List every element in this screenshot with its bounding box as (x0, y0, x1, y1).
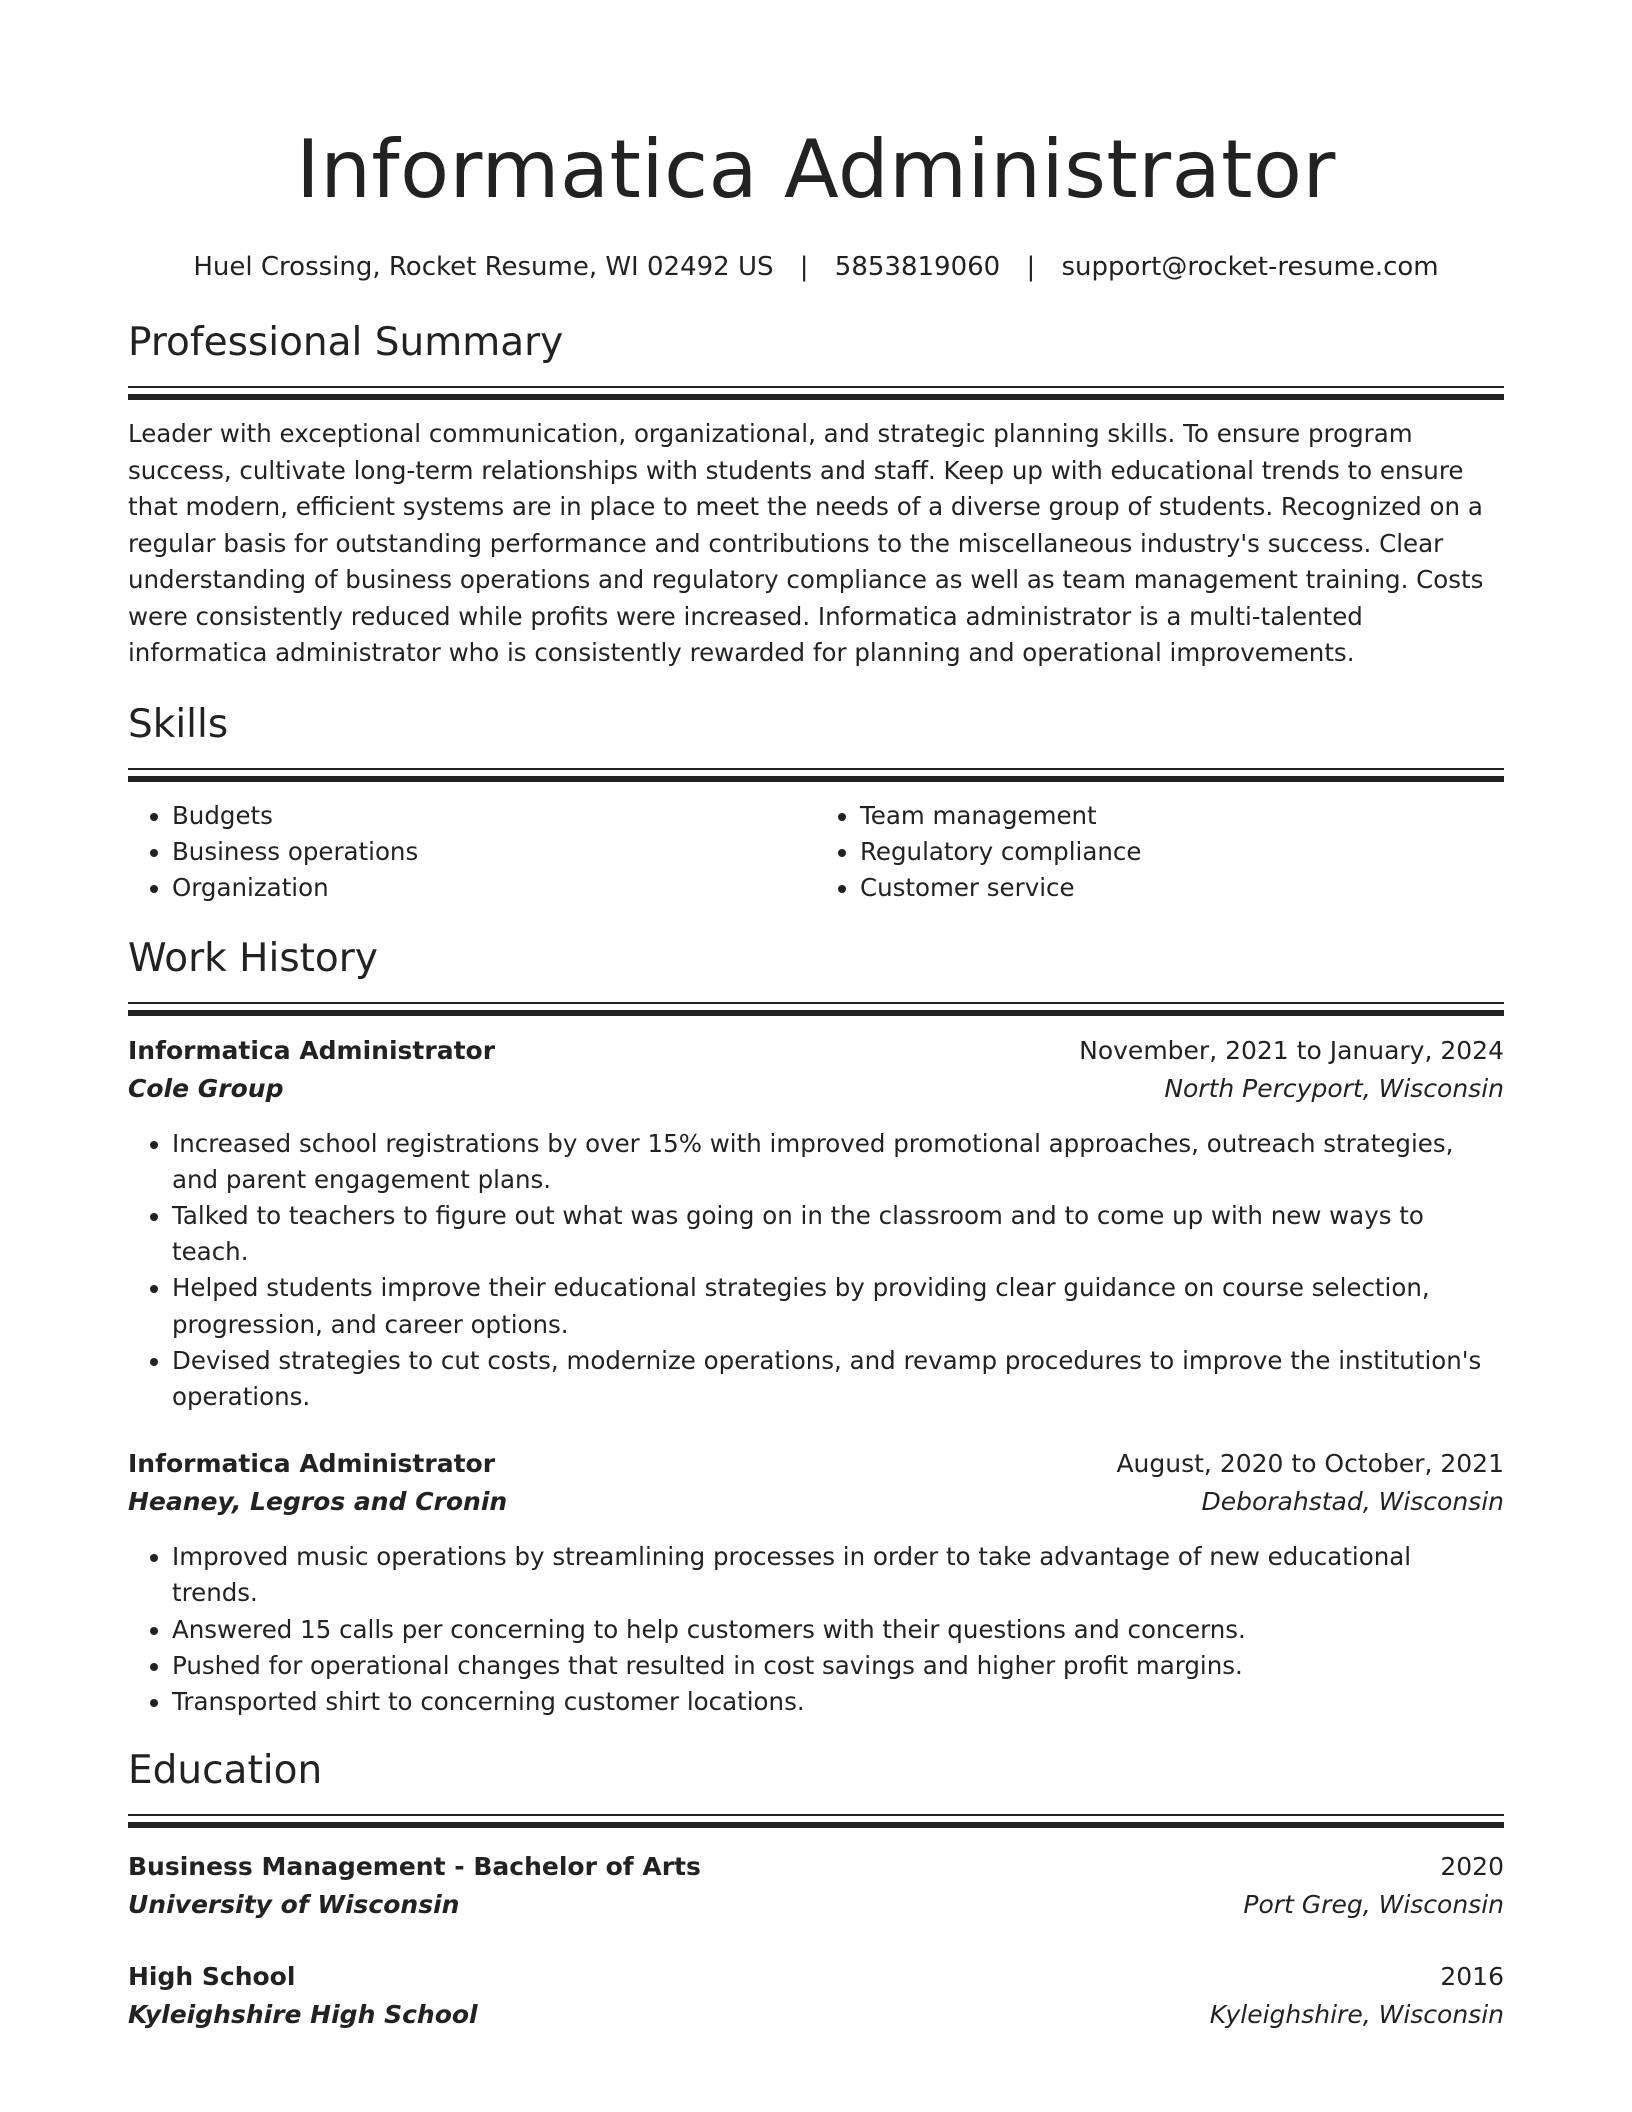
contact-address: Huel Crossing, Rocket Resume, WI 02492 US (193, 252, 774, 282)
job-bullet: • Answered 15 calls per concerning to help customers with their questions and concerns. (172, 1612, 1504, 1648)
job-title: Informatica Administrator (128, 1449, 496, 1479)
job-bullet: • Pushed for operational changes that resulted in cost savings and higher profit margins. (172, 1648, 1504, 1684)
education-degree: Business Management - Bachelor of Arts (128, 1852, 701, 1882)
education-school-row (128, 1886, 1504, 1924)
skill-item: • Regulatory compliance (860, 834, 1504, 870)
contact-line (128, 250, 1504, 284)
skills-column-right (816, 798, 1504, 906)
job-bullets (128, 1126, 1504, 1416)
skills-grid (128, 798, 1504, 906)
job-header-row (128, 1032, 1504, 1070)
job-bullet: • Transported shirt to concerning customer locations. (172, 1684, 1504, 1720)
job-header-row (128, 1445, 1504, 1483)
summary-heading: Professional Summary (128, 320, 564, 365)
education-school-row (128, 1996, 1504, 2034)
job-location: Deborahstad, Wisconsin (1201, 1487, 1504, 1517)
job-title: Informatica Administrator (128, 1035, 496, 1065)
job-bullet: • Talked to teachers to figure out what was going on in the classroom and to come up with new ways to teach. (172, 1198, 1504, 1270)
job-company-row (128, 1483, 1504, 1521)
education-year: 2020 (1440, 1852, 1504, 1882)
resume-name: Informatica Administrator (296, 123, 1336, 216)
skill-item: • Budgets (172, 798, 816, 834)
education-school: Kyleighshire High School (128, 2000, 478, 2030)
section-divider (128, 1814, 1504, 1828)
job-dates: August, 2020 to October, 2021 (1116, 1449, 1504, 1479)
skills-heading: Skills (128, 701, 229, 747)
skill-item: • Customer service (860, 870, 1504, 906)
job-location: North Percyport, Wisconsin (1164, 1073, 1504, 1103)
education-section (128, 1746, 1504, 2034)
skill-item: • Business operations (172, 834, 816, 870)
work-history-heading: Work History (128, 935, 378, 981)
section-divider (128, 386, 1504, 400)
education-header-row (128, 1848, 1504, 1886)
summary-section (128, 318, 1504, 672)
job-entry (128, 1032, 1504, 1416)
education-school: University of Wisconsin (128, 1890, 460, 1920)
education-header-row (128, 1958, 1504, 1996)
job-company: Cole Group (128, 1073, 284, 1103)
job-company-row (128, 1070, 1504, 1108)
job-bullets (128, 1539, 1504, 1720)
contact-email: support@rocket-resume.com (1061, 252, 1439, 282)
job-bullet: • Improved music operations by streamlining processes in order to take advantage of new educational trends. (172, 1539, 1504, 1611)
skills-column-left (128, 798, 816, 906)
skill-item: • Team management (860, 798, 1504, 834)
skills-section (128, 700, 1504, 906)
contact-separator: | (1026, 252, 1036, 282)
work-history-section (128, 934, 1504, 1721)
skill-item: • Organization (172, 870, 816, 906)
section-divider (128, 768, 1504, 782)
section-divider (128, 1002, 1504, 1016)
education-year: 2016 (1440, 1962, 1504, 1992)
education-heading: Education (128, 1748, 323, 1794)
job-company: Heaney, Legros and Cronin (128, 1487, 508, 1517)
job-bullet: • Increased school registrations by over 15% with improved promotional approaches, outreach strategies, and parent engagement plans. (172, 1126, 1504, 1198)
job-dates: November, 2021 to January, 2024 (1079, 1035, 1504, 1065)
job-bullet: • Helped students improve their educational strategies by providing clear guidance on course selection, progression, and career options. (172, 1270, 1504, 1342)
education-location: Port Greg, Wisconsin (1243, 1890, 1504, 1920)
job-entry (128, 1445, 1504, 1720)
summary-text: Leader with exceptional communication, organizational, and strategic planning skills. To ensure program success, cultivate long-term relationships with students and staff. Keep up with educational trends to ensure that modern, efficient systems are in place to meet the needs of a diverse group of students. Recognized on a regular basis for outstanding performance and contributions to the miscellaneous industry's success. Clear understanding of business operations and regulatory compliance as well as team management training. Costs were consistently reduced while profits were increased. Informatica administrator is a multi-talented informatica administrator who is consistently rewarded for planning and operational improvements. (128, 419, 1484, 667)
education-entry (128, 1958, 1504, 2034)
contact-phone: 5853819060 (834, 252, 1001, 282)
contact-separator: | (799, 252, 809, 282)
job-bullet: • Devised strategies to cut costs, modernize operations, and revamp procedures to improve the institution's operations. (172, 1343, 1504, 1415)
education-degree: High School (128, 1962, 296, 1992)
education-entry (128, 1848, 1504, 1924)
education-location: Kyleighshire, Wisconsin (1209, 2000, 1504, 2030)
